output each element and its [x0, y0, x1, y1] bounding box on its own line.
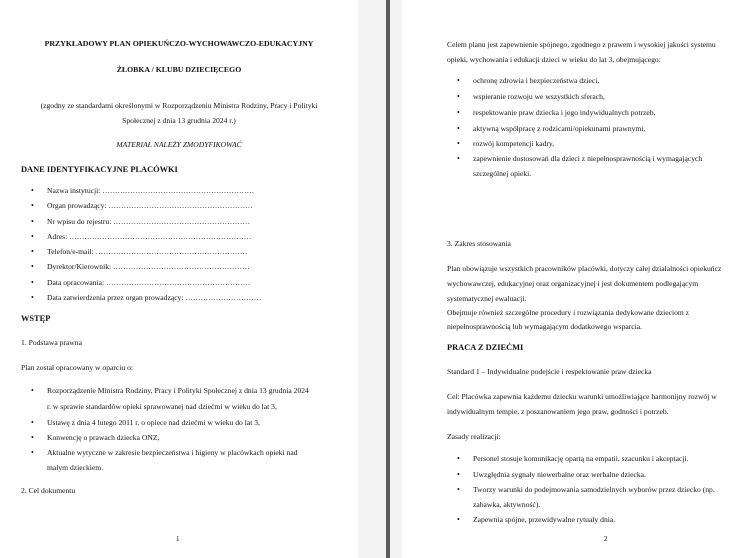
- list-item-line-1: respektowanie praw dziecka i jego indywidualnych potrzeb,: [473, 108, 656, 117]
- list-item-line-1: Uwzględnia sygnały niewerbalne oraz werbalne dziecka.: [473, 470, 646, 479]
- list-item-line-1: Tworzy warunki do podejmowania samodzielnych wyborów przez dziecko (np.: [473, 485, 715, 494]
- list-item-continuation: r. w sprawie standardów opieki sprawowanej nad dziećmi w wieku do lat 3,: [47, 402, 277, 411]
- legal-basis-intro: Plan został opracowany w oparciu o:: [21, 363, 133, 372]
- bullet-icon: •: [457, 108, 460, 117]
- list-item-line-1: Rozporządzenie Ministra Rodziny, Pracy i Polityki Społecznej z dnia 13 grudnia 2024: [47, 386, 309, 395]
- page-separator[interactable]: [386, 0, 390, 558]
- goal-text-line-2: opieki, wychowania i edukacji dzieci w wieku do lat 3, obejmującego:: [447, 55, 661, 64]
- goal-text-line-1: Celem planu jest zapewnienie spójnego, zgodnego z prawem i wysokiej jakości systemu: [447, 40, 716, 49]
- scope-text-line: Obejmuje również szczególne procedury i rozwiązania dedykowane dzieciom z: [447, 308, 690, 317]
- identification-fields-list: [47, 187, 261, 309]
- list-item: [457, 124, 646, 133]
- list-item-line-1: wspieranie rozwoju we wszystkich sferach,: [473, 92, 605, 101]
- list-item: [31, 386, 309, 395]
- scope-text-line: niepełnosprawnością lub wymagającym dodatkowego wsparcia.: [447, 322, 643, 331]
- list-item: [457, 76, 600, 85]
- bullet-icon: •: [457, 470, 460, 479]
- list-item-line-1: ochronę zdrowia i bezpieczeństwa dzieci,: [473, 76, 600, 85]
- list-item-line-1: aktywną współpracę z rodzicami/opiekunami prawnymi,: [473, 124, 646, 133]
- list-item-line-1: zapewnienie dostosowań dla dzieci z niepełnosprawnością i wymagających: [473, 154, 703, 163]
- list-item: • Organ prowadzący: …………………………………………………: [47, 202, 261, 217]
- scope-text-line: wychowawczej, edukacyjnej oraz organizacyjnej i jest dokumentem podlegającym: [447, 279, 699, 288]
- section-heading-intro: WSTĘP: [21, 314, 51, 323]
- list-item-line-1: rozwój kompetencji kadry,: [473, 139, 555, 148]
- list-item: • Telefon/e-mail: ……………………………………………………: [47, 248, 261, 263]
- list-item-line-1: Konwencję o prawach dziecka ONZ,: [47, 433, 160, 442]
- goal-statement-line-1: Cel: Placówka zapewnia każdemu dziecku warunki umożliwiające harmonijny rozwój w: [447, 392, 717, 401]
- scope-text-line: Plan obowiązuje wszystkich pracowników placówki, dotyczy całej działalności opiekuńcz: [447, 264, 722, 273]
- bullet-icon: •: [31, 386, 34, 395]
- bullet-icon: •: [457, 454, 460, 463]
- document-title-line-2: ŻŁOBKA / KLUBU DZIECIĘCEGO: [116, 65, 242, 74]
- bullet-icon: •: [31, 433, 34, 442]
- list-item: [457, 485, 715, 494]
- bullet-icon: •: [457, 485, 460, 494]
- bullet-icon: •: [457, 124, 460, 133]
- scope-text-line: systematycznej ewaluacji.: [447, 294, 527, 303]
- page-number: 2: [604, 535, 608, 543]
- bullet-icon: •: [457, 515, 460, 524]
- list-item: • Adres: ………………………………………………………………: [47, 233, 261, 248]
- list-item: [457, 92, 605, 101]
- section-heading-work-with-children: PRACA Z DZIEĆMI: [447, 343, 524, 352]
- list-item: • Dyrektor/Kierownik: ………………………………………………: [47, 263, 261, 278]
- rules-heading: Zasady realizacji:: [447, 432, 501, 441]
- list-item: [31, 448, 298, 457]
- list-item-line-1: Aktualne wytyczne w zakresie bezpieczeństwa i higieny w placówkach opieki nad: [47, 448, 298, 457]
- list-item: [457, 108, 656, 117]
- document-title-line-1: PRZYKŁADOWY PLAN OPIEKUŃCZO-WYCHOWAWCZO-EDUKACYJNY: [44, 39, 314, 48]
- list-item: [457, 454, 689, 463]
- standard-1-heading: Standard 1 – Indywidualne podejście i respektowanie praw dziecka: [447, 367, 652, 376]
- scope-heading: 3. Zakres stosowania: [447, 239, 511, 248]
- bullet-icon: •: [457, 76, 460, 85]
- bullet-icon: •: [31, 418, 34, 427]
- list-item-continuation: zabawka, aktywność).: [473, 500, 541, 509]
- list-item: [31, 418, 260, 427]
- page-number: 1: [176, 535, 180, 543]
- goal-statement-line-2: indywidualnym tempie, z poszanowaniem jego praw, godności i potrzeb.: [447, 407, 669, 416]
- list-item: • Nazwa instytucji: ……………………………………………………: [47, 187, 261, 202]
- section-heading-identification: DANE IDENTYFIKACYJNE PLACÓWKI: [21, 165, 178, 174]
- document-page-2: [402, 0, 750, 558]
- list-item: [457, 154, 703, 163]
- list-item-line-1: Zapewnia spójne, przewidywalne rytuały dnia.: [473, 515, 616, 524]
- list-item-continuation: małym dzieckiem.: [47, 463, 104, 472]
- list-item-line-1: Personel stosuje komunikację opartą na empatii, szacunku i akceptacji.: [473, 454, 689, 463]
- list-item: [31, 433, 160, 442]
- document-goal-heading: 2. Cel dokumentu: [21, 486, 76, 495]
- list-item: [457, 470, 646, 479]
- bullet-icon: •: [31, 448, 34, 457]
- bullet-icon: •: [457, 92, 460, 101]
- list-item-continuation: szczególnej opieki.: [473, 169, 532, 178]
- subtitle-line-2: Społecznej z dnia 13 grudnia 2024 r.): [122, 116, 236, 125]
- modify-note: MATERIAŁ NALEŻY ZMODYFIKOWAĆ: [116, 140, 242, 149]
- list-item: [457, 515, 616, 524]
- list-item: • Data zatwierdzenia przez organ prowadzący: …………………………: [47, 294, 261, 309]
- list-item: • Nr wpisu do rejestru: ………………………………………………: [47, 218, 261, 233]
- page-gutter: [358, 0, 402, 558]
- list-item-line-1: Ustawę z dnia 4 lutego 2011 r. o opiece nad dziećmi w wieku do lat 3,: [47, 418, 260, 427]
- list-item: [457, 139, 555, 148]
- legal-basis-heading: 1. Podstawa prawna: [21, 338, 82, 347]
- subtitle-line-1: (zgodny ze standardami określonymi w Rozporządzeniu Ministra Rodziny, Pracy i Polityki: [40, 101, 318, 110]
- list-item: • Data opracowania: …………………………………………………: [47, 279, 261, 294]
- bullet-icon: •: [457, 139, 460, 148]
- bullet-icon: •: [457, 154, 460, 163]
- document-page-1: [0, 0, 358, 558]
